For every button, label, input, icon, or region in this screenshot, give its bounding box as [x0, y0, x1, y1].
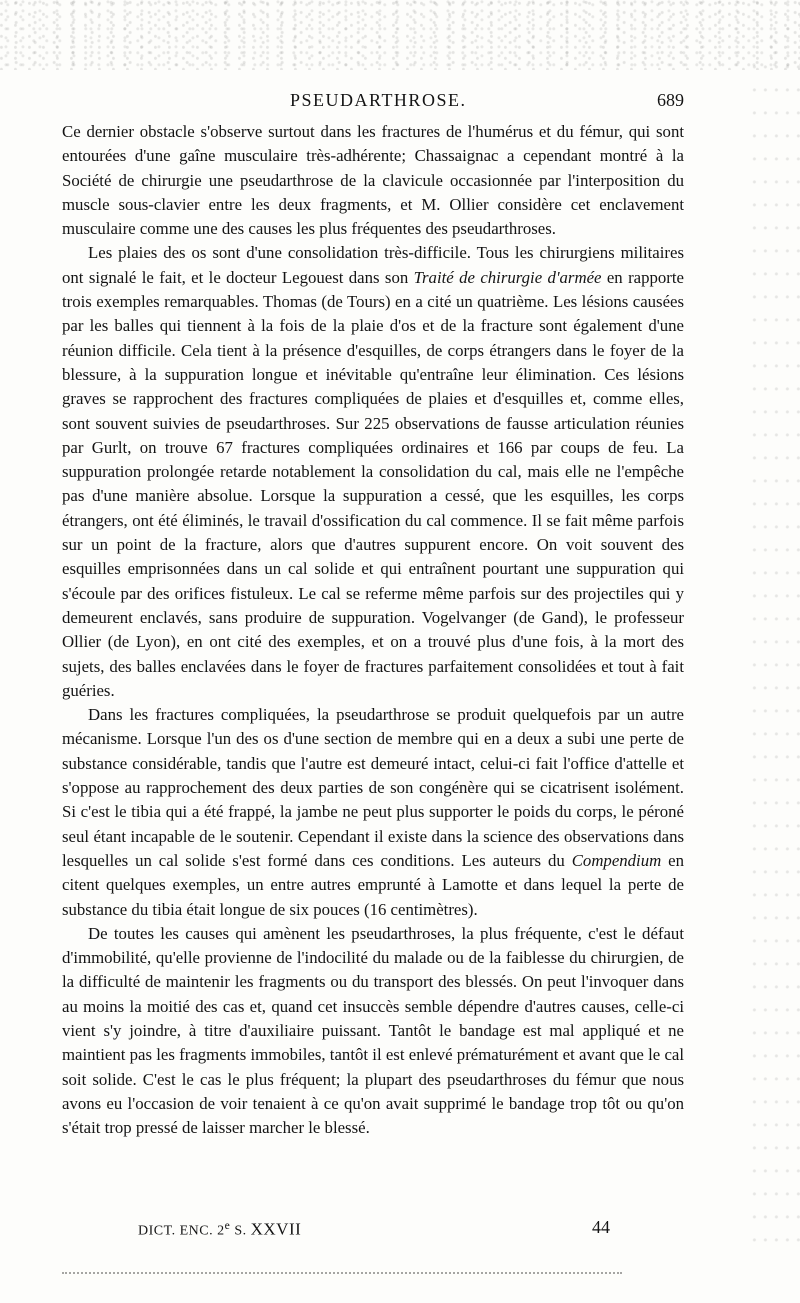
body-text [62, 120, 684, 1140]
page-footer [62, 1217, 684, 1241]
scan-noise-right-margin [750, 60, 800, 1260]
signature-prefix: DICT. ENC. 2 [138, 1223, 225, 1239]
text-run: Les plaies des os sont d'une consolidation très-difficile. Tous les chirurgiens militaires ont signalé le fait, et le docteur Legouest dans son [62, 243, 684, 287]
text-run: Ce dernier obstacle s'observe surtout dans les fractures de l'humérus et du fémur, qui sont entourées d'une gaîne musculaire très-adhérente; Chassaignac a cependant montré à la Société de chirurgie une pseudarthrose de la clavicule occasionnée par l'interposition du muscle sous-clavier entre les deux fragments, et M. Ollier considère cet enclavement musculaire comme une des causes les plus fréquentes des pseudarthroses. [62, 122, 684, 239]
paragraph [62, 120, 684, 241]
page-number: 689 [657, 90, 684, 110]
sheet-number: 44 [592, 1217, 610, 1237]
running-header [62, 88, 684, 114]
signature-volume: XXVII [250, 1219, 302, 1239]
text-run: en rapporte trois exemples remarquables. Thomas (de Tours) en a cité un quatrième. Les lésions causées par les balles qui tiennent à la fois de la plaie d'os et de la fracture sont également d'une réunion difficile. Cela tient à la présence d'esquilles, de corps étrangers dans le foyer de la blessure, à la suppuration longue et inévitable qu'entraîne leur élimination. Ces lésions graves se rapprochent des fractures compliquées de plaies et d'esquilles et, comme elles, sont souvent suivies de pseudarthroses. Sur 225 observations de fausse articulation réunies par Gurlt, on trouve 67 fractures compliquées ordinaires et 166 par coups de feu. La suppuration prolongée retarde notablement la consolidation du cal, mais elle ne l'empêche pas d'une manière absolue. Lorsque la suppuration a cessé, que les esquilles, les corps étrangers, ont été éliminés, le travail d'ossification du cal commence. Il se fait même parfois sur un point de la fracture, alors que d'autres suppurent encore. On voit souvent des esquilles emprisonnées dans un cal solide et qui entraînent pourtant une suppuration qui s'écoule par des orifices fistuleux. Le cal se referme même parfois sur des projectiles qui y demeurent enclavés, sans produire de suppuration. Vogelvanger (de Gand), le professeur Ollier (de Lyon), en ont cité des exemples, et on a trouvé plus d'une fois, à la mort des sujets, des balles enclavées dans le foyer de fractures parfaitement consolidées et tout à fait guéries. [62, 267, 684, 700]
signature-superscript: e [224, 1219, 231, 1232]
scan-noise-top [0, 0, 800, 70]
running-title: PSEUDARTHROSE. [290, 90, 467, 110]
text-run: Dans les fractures compliquées, la pseudarthrose se produit quelquefois par un autre mécanisme. Lorsque l'un des os d'une section de membre qui en a deux a subi une perte de substance considérable, tandis que l'autre est demeuré intact, celui-ci fait l'office d'attelle et s'oppose au rapprochement des deux parties de son congénère qui se cicatrisent isolément. Si c'est le tibia qui a été frappé, la jambe ne peut plus supporter le poids du corps, le péroné seul étant incapable de le soutenir. Cependant il existe dans la science des observations dans lesquelles un cal solide s'est formé dans ces conditions. Les auteurs du [62, 705, 684, 870]
text-run: De toutes les causes qui amènent les pseudarthroses, la plus fréquente, c'est le défaut d'immobilité, qu'elle provienne de l'indocilité du malade ou de la faiblesse du chirurgien, de la difficulté de maintenir les fragments ou du transport des blessés. On peut l'invoquer dans au moins la moitié des cas et, quand cet insuccès semble dépendre d'autres causes, celle-ci vient s'y joindre, à titre d'auxiliaire puissant. Tantôt le bandage est mal appliqué et ne maintient pas les fragments immobiles, tantôt il est enlevé prématurément et avant que le cal soit solide. C'est le cas le plus fréquent; la plupart des pseudarthroses du fémur que nous avons eu l'occasion de voir tenaient à ce qu'on avait supprimé le bandage trop tôt ou qu'on s'était trop pressé de laisser marcher le blessé. [62, 923, 684, 1138]
paragraph [62, 922, 684, 1141]
signature-series: S. [230, 1223, 247, 1239]
bottom-scan-artifact [62, 1272, 622, 1274]
paragraph [62, 241, 684, 703]
italic-title: Traité de chirurgie d'armée [413, 267, 602, 287]
text-run: en citent quelques exemples, un entre autres emprunté à Lamotte et dans lequel la perte de substance du tibia était longue de six pouces (16 centimètres). [62, 850, 684, 919]
printer-signature [138, 1219, 301, 1240]
italic-title: Compendium [571, 850, 662, 870]
paragraph [62, 703, 684, 922]
